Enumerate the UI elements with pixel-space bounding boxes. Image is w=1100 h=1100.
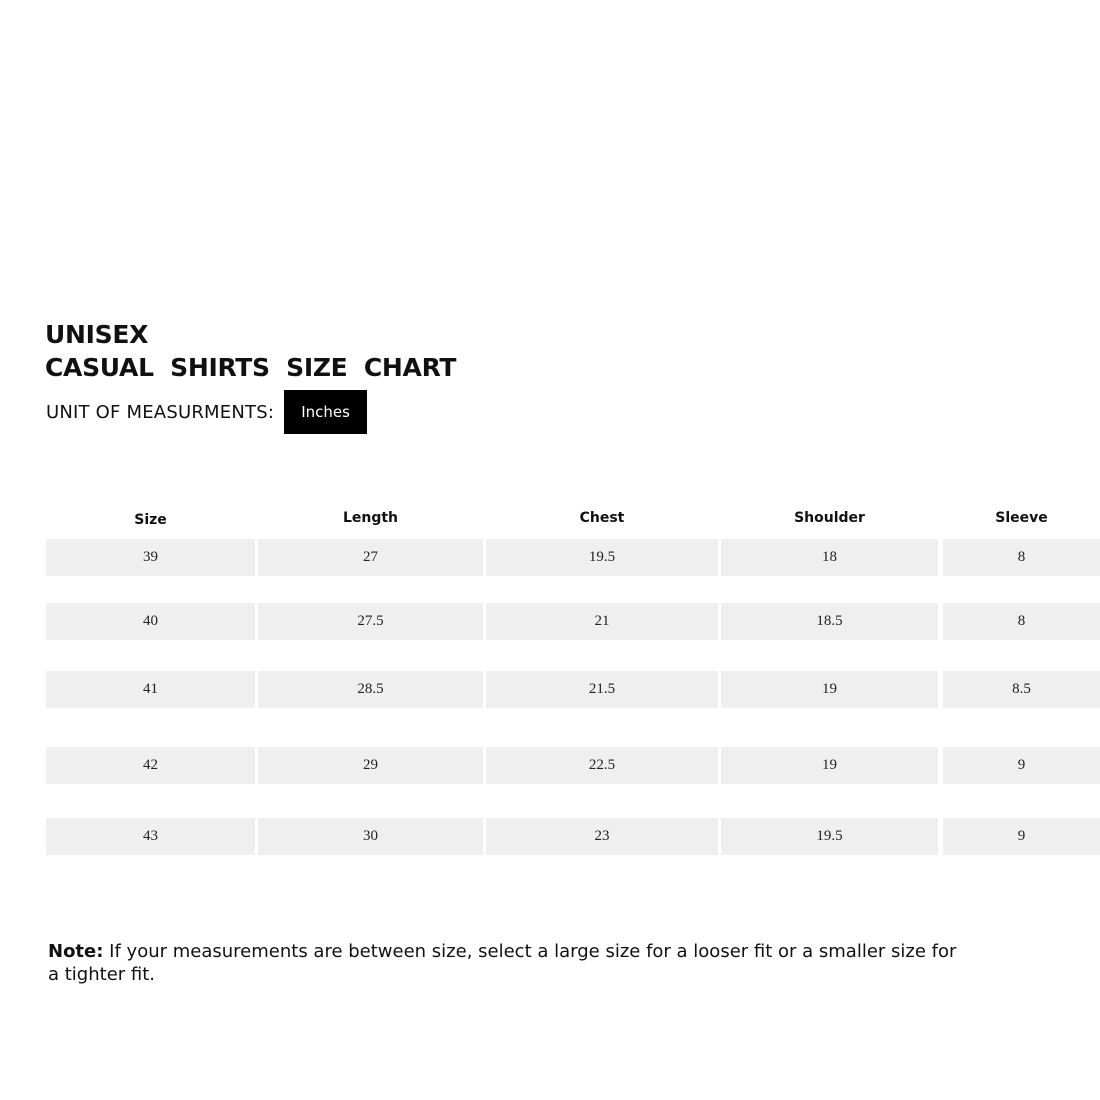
unit-row	[46, 390, 367, 434]
cell-sleeve: 9	[943, 747, 1100, 784]
header-chest: Chest	[579, 510, 625, 526]
cell-sleeve: 8	[943, 539, 1100, 576]
cell-chest: 19.5	[486, 539, 718, 576]
cell-size: 43	[46, 818, 255, 855]
cell-size: 40	[46, 603, 255, 640]
cell-shoulder: 19	[721, 747, 938, 784]
note	[48, 940, 968, 986]
title-unisex: UNISEX	[45, 320, 149, 349]
cell-length: 27.5	[258, 603, 483, 640]
cell-chest: 23	[486, 818, 718, 855]
cell-length: 27	[258, 539, 483, 576]
cell-size: 41	[46, 671, 255, 708]
cell-length: 30	[258, 818, 483, 855]
cell-length: 29	[258, 747, 483, 784]
header-length: Length	[342, 510, 399, 526]
unit-badge: Inches	[284, 390, 367, 434]
cell-size: 42	[46, 747, 255, 784]
page-title: CASUAL SHIRTS SIZE CHART	[45, 353, 457, 382]
header-shoulder: Shoulder	[794, 510, 865, 526]
cell-shoulder: 18	[721, 539, 938, 576]
note-text: If your measurements are between size, select a large size for a looser fit or a smaller size for a tighter fit.	[48, 941, 957, 985]
title-block	[45, 318, 456, 384]
note-label: Note:	[48, 941, 104, 962]
unit-label: UNIT OF MEASURMENTS:	[46, 401, 275, 423]
cell-shoulder: 19.5	[721, 818, 938, 855]
cell-size: 39	[46, 539, 255, 576]
cell-length: 28.5	[258, 671, 483, 708]
header-size: Size	[134, 512, 167, 528]
cell-chest: 22.5	[486, 747, 718, 784]
header-sleeve: Sleeve	[995, 510, 1048, 526]
cell-chest: 21.5	[486, 671, 718, 708]
cell-chest: 21	[486, 603, 718, 640]
cell-shoulder: 19	[721, 671, 938, 708]
cell-sleeve: 9	[943, 818, 1100, 855]
cell-shoulder: 18.5	[721, 603, 938, 640]
cell-sleeve: 8.5	[943, 671, 1100, 708]
cell-sleeve: 8	[943, 603, 1100, 640]
